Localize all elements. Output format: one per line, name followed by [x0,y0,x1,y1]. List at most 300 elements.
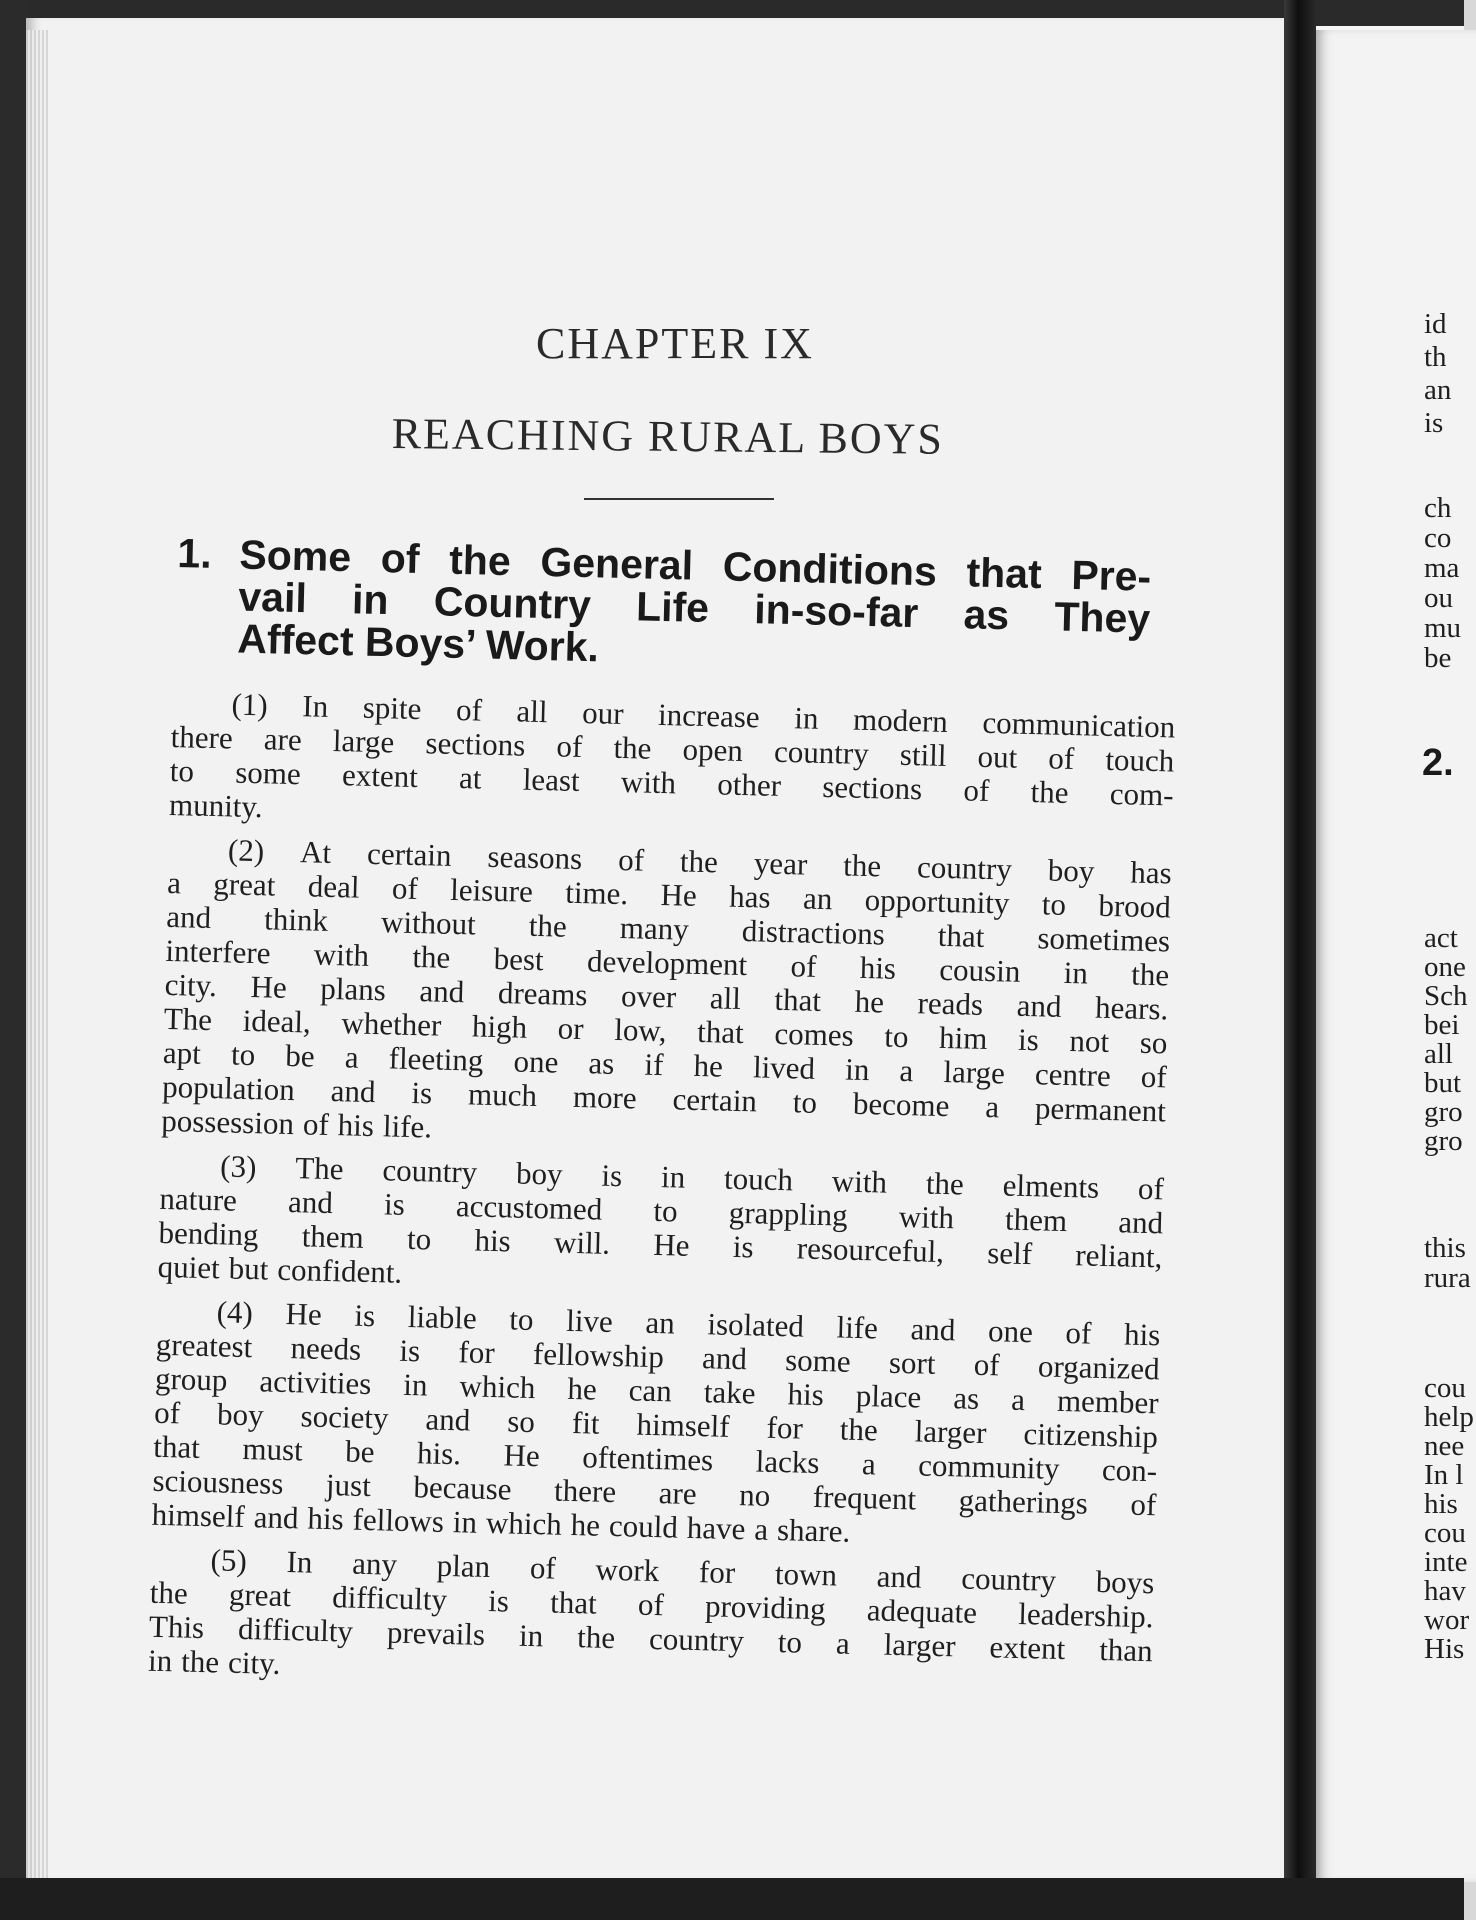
word: comes [774,1015,855,1053]
word: could [608,1507,679,1545]
word: He [652,1226,690,1263]
facing-page-heading: 2. [1422,742,1454,784]
word: to [1041,886,1067,922]
chapter-title: REACHING RURAL BOYS [391,408,945,464]
word: isolated [707,1306,805,1344]
word: be [284,1037,316,1074]
facing-page-fragment: inte [1424,1546,1468,1578]
word: as [952,1380,980,1416]
word: He [285,1295,323,1332]
word: sciousness [152,1462,284,1501]
word: his [859,949,897,986]
word: com- [1109,775,1174,813]
heading-word: They [1053,593,1151,642]
word: himself [151,1496,246,1535]
word: no [738,1477,771,1513]
paragraph [161,832,1172,1162]
facing-page-fragment: hav [1424,1575,1466,1607]
word: one [987,1313,1034,1350]
paragraph [169,686,1176,846]
word: dreams [497,975,588,1013]
facing-page-fragment: but [1424,1067,1462,1099]
word: boys [1095,1563,1155,1601]
word: oftentimes [581,1439,714,1478]
word: society [300,1398,389,1436]
facing-page-fragment: cou [1424,1372,1466,1404]
word: possession [160,1102,295,1142]
word: there [170,718,234,756]
word: all [709,980,742,1016]
word: the [1030,774,1069,810]
word: large [332,722,395,760]
word: population [161,1068,296,1108]
word: high [471,1008,528,1045]
word: the [180,1643,220,1680]
word: extent [989,1629,1066,1667]
word: certain [366,835,452,873]
word: country [648,1620,745,1659]
scan-left-border [0,0,26,1920]
word: quiet [157,1248,221,1286]
word: sections [821,768,923,807]
heading-word: in [351,576,390,624]
word: fit [571,1404,600,1441]
word: This [148,1608,205,1646]
word: fellows [352,1501,445,1539]
word: larger [883,1626,956,1664]
word: certain [672,1081,758,1119]
word: cousin [939,951,1021,989]
word: difficulty [331,1579,448,1617]
word: in [452,1504,478,1540]
word: fellowship [532,1336,665,1375]
word: his [474,1222,512,1259]
word: a [1010,1381,1026,1418]
word: in [403,1366,428,1403]
word: larger [914,1413,987,1451]
word: fleeting [388,1040,484,1078]
word: providing [704,1588,827,1627]
word: He [250,969,288,1005]
word: there [553,1472,617,1510]
word: liable [407,1298,478,1336]
word: with [831,1163,888,1200]
word: to [509,1301,534,1338]
word: low, [613,1011,667,1049]
facing-page-fragment: id [1424,308,1447,340]
facing-page-fragment: wor [1424,1604,1470,1636]
word: he [854,983,885,1020]
word: in [147,1642,173,1679]
word: the [925,1165,965,1202]
facing-page-fragment: gro [1424,1125,1463,1157]
word: sometimes [1037,920,1171,959]
word: an [645,1304,676,1341]
word: lacks [755,1443,820,1481]
word: time. [564,874,629,912]
heading-word: vail [237,573,308,622]
word: prevails [386,1614,486,1652]
word: of [790,948,817,984]
word: large [943,1053,1006,1091]
heading-word: Life [635,583,710,631]
word: him [938,1019,988,1057]
word: are [263,721,303,758]
word: of [153,1394,181,1431]
word: his [787,1376,825,1413]
word: and [425,1401,471,1438]
word: country [960,1560,1057,1598]
word: himself [636,1406,731,1444]
word: of [455,691,483,728]
word: interfere [165,932,271,971]
word: some [784,1342,852,1379]
facing-page-fragment: ou [1424,582,1453,614]
word: nature [159,1180,238,1218]
word: frequent [812,1478,917,1517]
word: be [344,1433,375,1470]
word: can [628,1372,673,1409]
word: that [937,917,985,954]
word: for [766,1409,804,1446]
facing-page-fragment: nee [1424,1430,1465,1462]
word: at [458,760,482,796]
word: an [802,880,833,917]
heading-word: as [963,591,1010,639]
word: to [169,752,195,789]
word: all [516,693,548,730]
word: the [149,1574,189,1611]
word: any [351,1545,398,1582]
word: of [963,772,990,808]
word: hears. [1094,989,1169,1027]
word: a [899,1052,914,1089]
word: of [391,870,419,907]
word: open [682,731,744,768]
word: which [459,1368,536,1406]
word: that [774,981,822,1018]
word: many [619,910,690,947]
word: that [549,1584,598,1621]
word: with [313,936,370,973]
word: apt [162,1034,202,1071]
word: think [263,901,329,938]
word: seasons [487,838,583,877]
word: best [493,940,545,978]
word: a [984,1089,1000,1125]
word: a [861,1446,877,1482]
word: great [228,1576,292,1614]
word: spite [362,689,422,727]
word: become [852,1085,950,1124]
section-number: 1. [176,530,213,577]
word: opportunity [864,881,1010,921]
word: touch [723,1160,794,1198]
word: centre [1034,1056,1112,1094]
word: live [565,1302,614,1339]
heading-word: Country [433,578,592,629]
word: year [753,845,808,882]
facing-page-fragment: In l [1424,1459,1464,1491]
body-text [148,686,1176,1712]
word: and [253,1499,299,1536]
word: that [152,1428,201,1465]
word: to [653,1192,679,1229]
word: reads [917,985,984,1022]
word: boy [216,1396,265,1433]
word: (3) [219,1148,257,1185]
word: sections [425,725,526,763]
word: in [1063,954,1089,991]
heading-word: Affect [236,615,355,665]
word: the [839,1411,879,1448]
word: for [458,1334,496,1371]
word: so [506,1403,536,1440]
word: activities [259,1363,372,1402]
word: of [529,1550,557,1586]
word: that [696,1013,745,1051]
word: of [1130,1486,1157,1523]
word: of [617,841,645,878]
word: He [660,877,698,913]
book-gutter [1284,0,1316,1920]
word: munity. [168,786,264,825]
word: work [595,1551,660,1589]
word: over [620,978,677,1015]
word: them [1004,1201,1068,1239]
word: with [620,764,677,801]
word: great [213,866,276,903]
heading-word: General [539,538,694,589]
word: is [383,1186,406,1222]
heading-word: that [966,549,1043,598]
word: to [883,1018,909,1055]
word: organized [1037,1348,1161,1387]
heading-word: the [448,536,512,585]
word: of [637,1586,665,1623]
word: extent [341,757,419,795]
word: share. [776,1512,851,1549]
word: without [380,904,477,942]
word: his. [416,1435,462,1472]
word: of [1140,1058,1168,1095]
word: greatest [155,1326,253,1365]
word: and [910,1311,956,1348]
word: member [1056,1382,1160,1421]
word: is [1017,1021,1040,1058]
word: in [518,1617,544,1654]
word: of [1048,740,1075,777]
word: In [286,1544,313,1580]
word: (2) [227,832,265,869]
word: for [698,1554,736,1591]
word: some [234,754,302,792]
word: reliant, [1075,1237,1163,1275]
word: is [732,1228,754,1265]
facing-page-fragment: is [1424,407,1444,439]
word: touch [1105,741,1175,779]
facing-page-fragment: Sch [1424,980,1468,1012]
word: He [503,1437,541,1474]
word: and [701,1340,748,1377]
word: The [294,1150,344,1187]
word: in [660,1159,686,1195]
word: much [467,1076,538,1114]
facing-page-fragment: bei [1424,1009,1460,1041]
word: other [716,766,782,803]
word: or [557,1010,585,1047]
word: self [986,1235,1033,1272]
word: has [728,878,772,915]
facing-page-fragment: ch [1424,492,1452,524]
facing-page-fragment: His [1424,1633,1465,1665]
facing-page-fragment: all [1424,1038,1453,1070]
word: as [588,1045,615,1081]
word: city. [164,966,218,1004]
word: distractions [741,913,886,952]
word: his [307,1500,345,1537]
word: of [556,728,583,765]
word: will. [553,1224,611,1261]
facing-page-fragment: this [1424,1232,1466,1264]
word: still [899,736,947,773]
word: town [774,1556,838,1593]
word: the [679,843,719,880]
word: permanent [1034,1090,1167,1129]
word: the [528,907,568,944]
word: so [1139,1024,1168,1061]
word: country [382,1152,478,1190]
word: needs [290,1330,362,1367]
word: adequate [866,1592,978,1630]
paragraph [148,1542,1155,1702]
facing-page-fragment: act [1424,922,1458,954]
facing-page-fragment: gro [1424,1096,1463,1128]
facing-page-fragment: his [1424,1488,1458,1520]
section-heading [175,532,1178,682]
word: bending [158,1214,259,1253]
paragraph [151,1294,1161,1556]
chapter-number: CHAPTER IX [536,319,814,368]
word: to [406,1220,432,1257]
word: boy [515,1155,563,1192]
word: whether [341,1005,442,1043]
word: con- [1101,1451,1158,1489]
word: he [567,1370,598,1407]
word: take [703,1374,756,1411]
paragraph [157,1148,1164,1308]
word: one [513,1043,559,1080]
word: a [753,1511,769,1547]
word: and [419,973,465,1010]
word: he [570,1506,601,1543]
heading-word: Work. [485,621,600,671]
word: and [876,1558,922,1595]
word: out [977,738,1018,775]
heading-word: in-so-far [753,586,919,637]
word: leisure [449,871,534,909]
word: At [299,834,332,870]
word: the [613,729,652,766]
word: confident. [276,1251,403,1290]
word: is [354,1297,376,1334]
facing-page-fragment: mu [1424,612,1462,644]
word: the [1130,956,1170,993]
word: the [842,847,882,884]
word: life. [382,1108,433,1145]
word: if [644,1046,664,1083]
title-divider [584,498,774,500]
word: them [301,1218,365,1255]
word: grappling [728,1194,849,1233]
heading-word: Boys’ [364,618,475,668]
word: a [166,864,182,901]
word: to [777,1624,803,1660]
word: plan [436,1547,491,1585]
word: and [287,1183,334,1221]
word: are [658,1475,698,1512]
facing-page-fragment: an [1424,374,1452,406]
word: is [399,1332,421,1369]
word: least [522,761,581,798]
heading-word: Conditions [722,543,938,595]
word: (1) [231,686,269,723]
word: of [1065,1315,1092,1351]
word: not [1069,1023,1110,1059]
word: of [973,1346,1001,1383]
word: and [1016,987,1062,1024]
word: because [413,1469,512,1507]
word: have [686,1509,746,1547]
word: than [1098,1631,1154,1669]
word: our [581,695,624,732]
word: communication [982,704,1176,745]
word: boy [1047,852,1095,889]
word: of [1137,1170,1165,1207]
word: community [917,1447,1060,1486]
word: ideal, [242,1002,312,1040]
word: development [586,943,748,983]
word: which [485,1504,563,1542]
word: increase [657,696,761,735]
word: sort [888,1344,936,1381]
word: with [898,1198,955,1236]
heading-word: of [380,534,421,582]
word: a [835,1625,851,1661]
word: country [773,733,870,772]
heading-word: Some [238,531,352,581]
word: The [163,1000,213,1038]
word: more [572,1078,638,1116]
word: group [154,1360,228,1398]
word: his [337,1107,375,1144]
word: country [916,849,1013,887]
word: has [1129,854,1173,891]
word: is [411,1074,433,1111]
word: accustomed [455,1188,603,1227]
facing-page-fragment: be [1424,642,1452,674]
word: gatherings [958,1482,1089,1521]
facing-page-fragment: rura [1424,1262,1471,1294]
word: place [855,1377,922,1415]
word: life [836,1309,879,1346]
word: to [230,1036,256,1073]
word: of [302,1106,330,1142]
facing-page-fragment: help [1424,1401,1474,1433]
word: leadership. [1017,1595,1154,1635]
word: the [412,938,451,975]
page-edge-stack [26,30,48,1880]
